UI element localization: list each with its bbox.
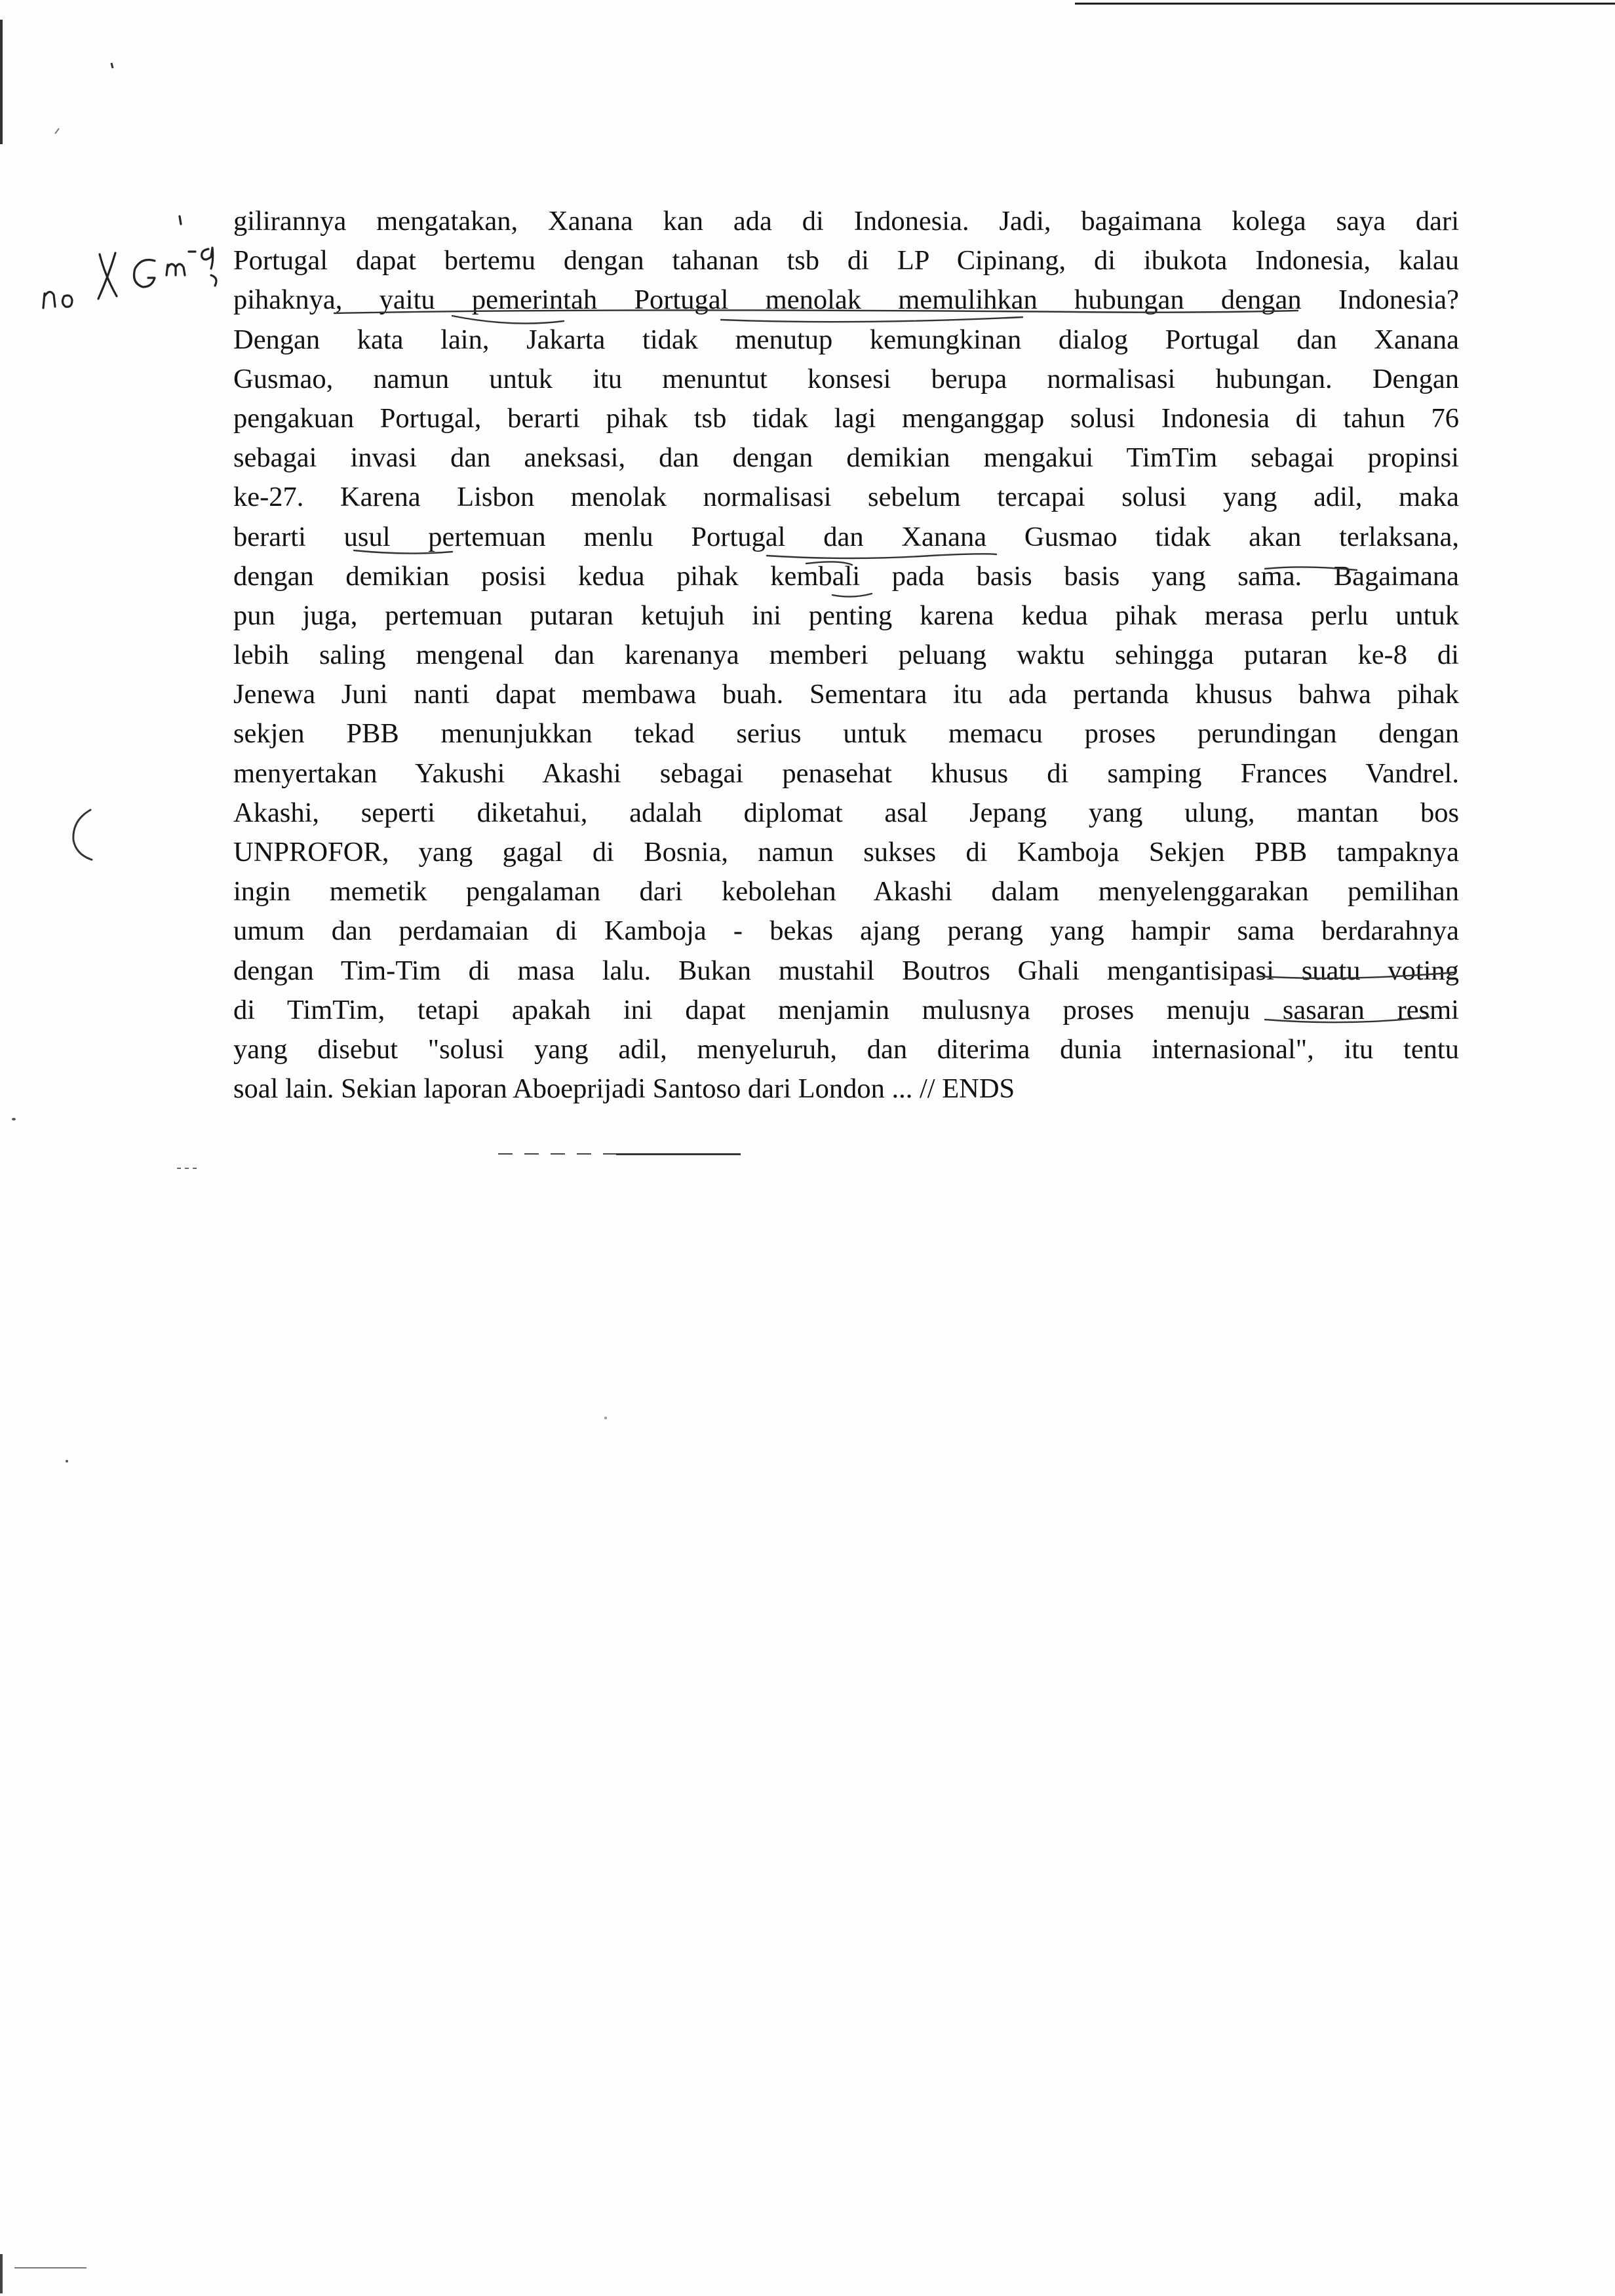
text-line: dengan Tim-Tim di masa lalu. Bukan mustahil Boutros Ghali mengantisipasi suatu voting: [233, 955, 1459, 986]
scan-speck: [604, 1417, 607, 1419]
text-line: Portugal dapat bertemu dengan tahanan tsb di LP Cipinang, di ibukota Indonesia, kalau: [233, 245, 1459, 277]
text-line: pengakuan Portugal, berarti pihak tsb tidak lagi menganggap solusi Indonesia di tahun 76: [233, 402, 1459, 434]
scan-speck: [177, 1168, 197, 1169]
text-line: lebih saling mengenal dan karenanya memberi peluang waktu sehingga putaran ke-8 di: [233, 640, 1459, 671]
text-line: menyertakan Yakushi Akashi sebagai penasehat khusus di samping Frances Vandrel.: [233, 757, 1459, 789]
text-line: umum dan perdamaian di Kamboja - bekas ajang perang yang hampir sama berdarahnya: [233, 915, 1459, 947]
scan-speck: [14, 2267, 87, 2268]
scan-speck: [66, 1460, 68, 1463]
text-line: Jenewa Juni nanti dapat membawa buah. Sementara itu ada pertanda khusus bahwa pihak: [233, 679, 1459, 710]
text-line: ingin memetik pengalaman dari kebolehan Akashi dalam menyelenggarakan pemilihan: [233, 876, 1459, 908]
scan-speck: [12, 1118, 16, 1120]
text-line: yang disebut "solusi yang adil, menyeluruh, dan diterima dunia internasional", itu tentu: [233, 1033, 1459, 1065]
text-line: berarti usul pertemuan menlu Portugal dan Xanana Gusmao tidak akan terlaksana,: [233, 521, 1459, 552]
text-line: pun juga, pertemuan putaran ketujuh ini penting karena kedua pihak merasa perlu untuk: [233, 600, 1459, 631]
text-line: gilirannya mengatakan, Xanana kan ada di Indonesia. Jadi, bagaimana kolega saya dari: [233, 206, 1459, 237]
text-line: UNPROFOR, yang gagal di Bosnia, namun sukses di Kamboja Sekjen PBB tampaknya: [233, 837, 1459, 868]
text-line: di TimTim, tetapi apakah ini dapat menjamin mulusnya proses menuju sasaran resmi: [233, 994, 1459, 1025]
separator-solid-segment: [616, 1153, 741, 1155]
text-line: Akashi, seperti diketahui, adalah diplomat asal Jepang yang ulung, mantan bos: [233, 797, 1459, 828]
text-line: ke-27. Karena Lisbon menolak normalisasi sebelum tercapai solusi yang adil, maka: [233, 482, 1459, 513]
text-line: dengan demikian posisi kedua pihak kembali pada basis basis yang sama. Bagaimana: [233, 560, 1459, 592]
text-line: Gusmao, namun untuk itu menuntut konsesi berupa normalisasi hubungan. Dengan: [233, 363, 1459, 394]
text-line: sekjen PBB menunjukkan tekad serius untuk memacu proses perundingan dengan: [233, 718, 1459, 750]
text-line: Dengan kata lain, Jakarta tidak menutup kemungkinan dialog Portugal dan Xanana: [233, 324, 1459, 355]
text-line: sebagai invasi dan aneksasi, dan dengan demikian mengakui TimTim sebagai propinsi: [233, 442, 1459, 474]
text-line-last: soal lain. Sekian laporan Aboeprijadi Santoso dari London ... // ENDS: [233, 1073, 1015, 1105]
text-line: pihaknya, yaitu pemerintah Portugal menolak memulihkan hubungan dengan Indonesia?: [233, 284, 1459, 316]
